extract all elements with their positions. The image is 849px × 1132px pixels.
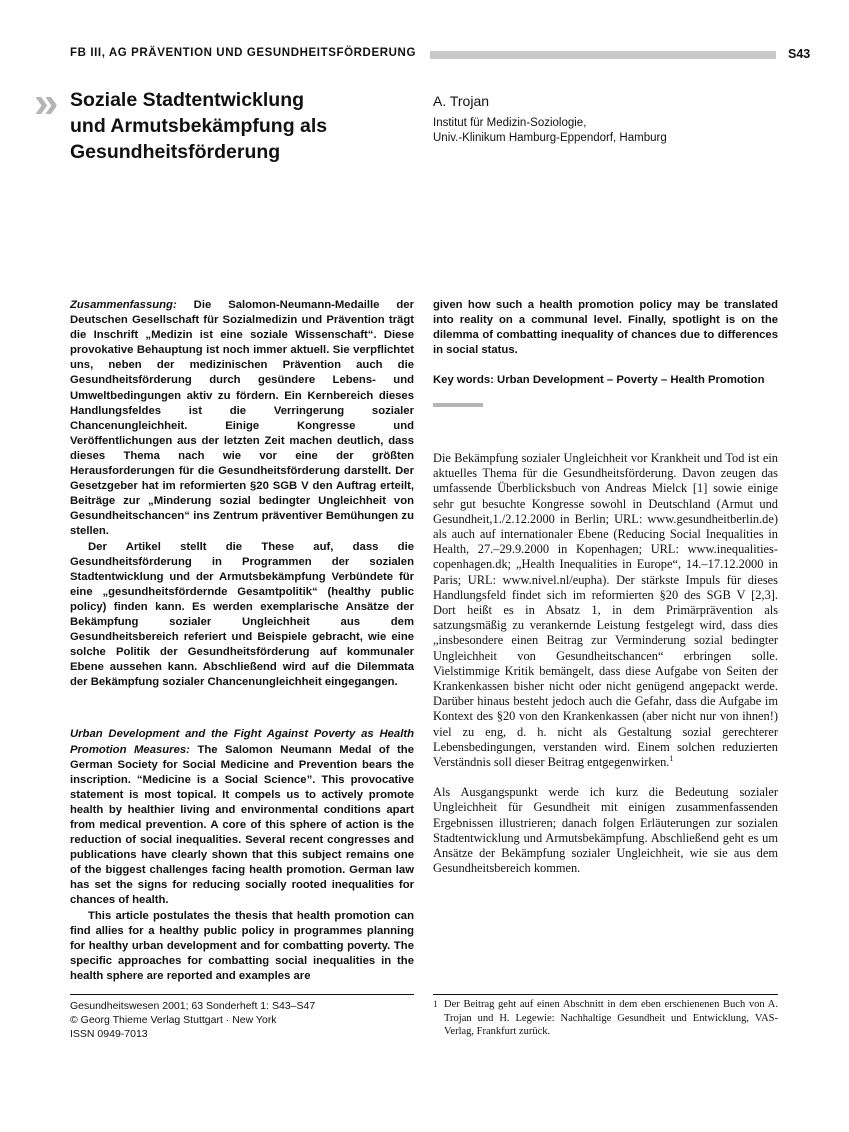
keywords: Key words: Urban Development – Poverty – Health Promotion (433, 374, 765, 387)
footnote-number: 1 (433, 999, 438, 1009)
abstract-en-paragraph-2: This article postulates the thesis that health promotion can find allies for a healthy public policy in programmes planning for healthy urban development and for combatting poverty. The specific approaches for combatting social inequalities in the health sphere are reported and examples are (70, 909, 414, 982)
article-title (70, 87, 390, 165)
abstract-en-label: Urban Development and the Fight Against Poverty as Health Promotion Measures: (70, 728, 414, 756)
abstract-en-continuation: given how such a health promotion policy may be translated into reality on a communal level. Finally, spotlight is on the dilemma of combatting inequality of chances due to differences in social status. (433, 299, 778, 357)
quote-mark-icon: » (34, 78, 56, 127)
author-name: A. Trojan (433, 93, 490, 109)
body-paragraph-2: Als Ausgangspunkt werde ich kurz die Bedeutung sozialer Ungleichheit für Gesundheit mit einigen zusammenfassenden Ergebnissen illustrieren; danach folgen Erläuterungen zur sozialen Stadtentwicklung und Armutsbekämpfung. Abschließend geht es um Ansätze der Bekämpfung sozialer Ungleichheit, wie sie aus dem Gesundheitsbereich kommen. (433, 785, 778, 876)
abstract-column (70, 298, 414, 984)
abstract-de-label: Zusammenfassung: (70, 299, 177, 311)
footnote-text: Der Beitrag geht auf einen Abschnitt in dem eben erschienenen Buch von A. Trojan und H. Legewie: Nachhaltige Gesundheit und Entwicklung, VAS-Verlag, Frankfurt zurück. (444, 999, 778, 1037)
title-line-2: und Armutsbekämpfung als (70, 115, 328, 137)
citation-footer (70, 994, 414, 1041)
abstract-en-paragraph-1: Urban Development and the Fight Against Poverty as Health Promotion Measures: The Salomon Neumann Medal of the German Society for Social Medicine and Prevention bears the inscription. “Medicine is a Social Science”. This provocative statement is most topical. It compels us to actively promote health by healthier living and environmental conditions apart from medical prevention. A core of this sphere of action is the reduction of social inequalities. Several recent congresses and publications have clearly shown that this subject remains one of the biggest challenges facing health promotion. German law has set the signs for reducing socially rooted inequalities for chances of health. (70, 728, 414, 907)
title-line-1: Soziale Stadtentwicklung (70, 89, 305, 111)
abstract-de-paragraph-1: Zusammenfassung: Die Salomon-Neumann-Medaille der Deutschen Gesellschaft für Sozialmedizin und Prävention trägt die Inschrift „Medizin ist eine soziale Wissenschaft“. Diese provokative Behauptung ist noch immer aktuell. Sie verpflichtet uns, neben der medizinischen Prävention auch die Gesundheitsförderung durch gesündere Lebens- und Umweltbedingungen aktiv zu fördern. Ein Kernbereich dieses Handlungsfeldes ist die Verringerung sozialer Chancenungleichheit. Einige Kongresse und Veröffentlichungen aus der letzten Zeit machen deutlich, dass dieses Thema nach wie vor eine der größten Herausforderungen für die Gesundheitsförderung darstellt. Der Gesetzgeber hat im reformierten §20 SGB V den Auftrag erteilt, Beiträge zur „Minderung sozial bedingter Ungleichheit von Gesundheitschancen“ ins Zentrum präventiver Bemühungen zu stellen. (70, 299, 414, 538)
author-affiliation: Institut für Medizin-Soziologie, Univ.-Klinikum Hamburg-Eppendorf, Hamburg (433, 117, 667, 144)
keywords-label: Key words: (433, 374, 494, 387)
abstract-de-paragraph-2: Der Artikel stellt die These auf, dass die Gesundheitsförderung in Programmen der sozialen Stadtentwicklung und der Armutsbekämpfung Verbündete für eine „gesundheitsfördernde Gesamtpolitik“ (healthy public policy) finden kann. Es werden exemplarische Ansätze der Bekämpfung sozialer Ungleichheit aus dem Gesundheitsbereich referiert und Beispiele gebracht, wie eine solche Politik der Gesundheitsförderung auf kommunaler Ebene aussehen kann. Abschließend wird auf die Dilemmata der Bekämpfung sozialer Chancenungleichheit eingegangen. (70, 540, 414, 689)
citation-line: Gesundheitswesen 2001; 63 Sonderheft 1: S43–S47 (70, 1000, 316, 1012)
section-divider (433, 403, 483, 407)
footnote-ref: 1 (669, 753, 674, 763)
body-text (433, 451, 778, 876)
page-number: S43 (788, 47, 811, 61)
running-header: FB III, AG PRÄVENTION UND GESUNDHEITSFÖRDERUNG (70, 47, 416, 59)
issn-line: ISSN 0949-7013 (70, 1028, 148, 1040)
body-paragraph-1: Die Bekämpfung sozialer Ungleichheit vor Krankheit und Tod ist ein aktuelles Thema für die Gesundheitsförderung. Davon zeugen das umfassende Überblicksbuch von Andreas Mielck [1] sowie einige sehr gut besuchte Kongresse sowohl in Deutschland (Armut und Gesundheit,1./2.12.2000 in Berlin; URL: www.gesundheitberlin.de) als auch auf internationaler Ebene (Reducing Social Inequalities in Health, 27.–29.9.2000 in Kopenhagen; URL: www.inequalities-copenhagen.dk; „Health Inequalities in Europe“, 14.–17.12.2000 in Paris; URL: www.nivel.nl/eupha). Der stärkste Impuls für dieses Handlungsfeld findet sich im reformierten §20 des SGB V [2,3]. Dort heißt es in Absatz 1, in dem Primärprävention als satzungsmäßig zu verankernde Leistung festgelegt wird, dass dies „insbesondere einen Beitrag zur Verminderung sozial bedingter Ungleichheit von Gesundheitschancen“ erbringen solle. Vielstimmige Kritik bemängelt, dass diese Aufgabe von Seiten der Krankenkassen bisher nicht oder nicht genügend angepackt werde. Darüber hinaus besteht jedoch auch die Gefahr, dass die Aufgabe im Kontext des §20 von den Krankenkassen (aber nicht nur von ihnen!) viel zu eng, d. h. nicht als Gestaltung sozial gerechterer Lebensbedingungen, verstanden wird. Einem solchen reduzierten Verständnis soll dieser Beitrag entgegenwirken.$^1$ (433, 451, 778, 770)
copyright-line: © Georg Thieme Verlag Stuttgart · New York (70, 1014, 277, 1026)
header-rule (430, 51, 776, 59)
footnote (433, 994, 778, 1039)
abstract-continuation (433, 298, 778, 407)
title-line-3: Gesundheitsförderung (70, 141, 281, 163)
